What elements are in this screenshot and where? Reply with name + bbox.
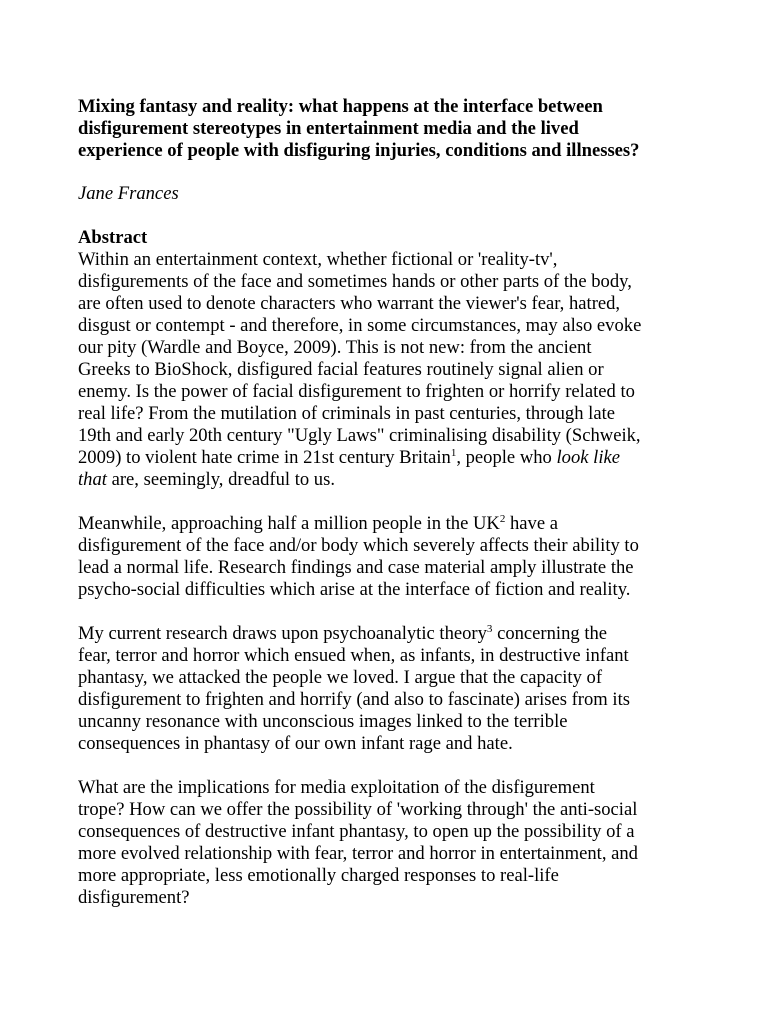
text-line: our pity (Wardle and Boyce, 2009). This is not new: from the ancient	[78, 337, 592, 358]
italic-text: that	[78, 469, 107, 490]
text-line	[78, 623, 698, 645]
author-name: Jane Frances	[78, 183, 179, 204]
text-line: more evolved relationship with fear, terror and horror in entertainment, and	[78, 843, 638, 864]
abstract-paragraph-1	[78, 249, 698, 491]
text-segment: My current research draws upon psychoanalytic theory	[78, 623, 487, 644]
paper-title	[78, 96, 698, 162]
text-segment: , people who	[456, 447, 557, 468]
text-segment: have a	[505, 513, 559, 534]
title-line: experience of people with disfiguring injuries, conditions and illnesses?	[78, 140, 640, 161]
text-line: more appropriate, less emotionally charged responses to real-life	[78, 865, 559, 886]
text-line: disfigurement to frighten and horrify (and also to fascinate) arises from its	[78, 689, 630, 710]
abstract-paragraph-3	[78, 623, 698, 755]
italic-text: look like	[556, 447, 621, 468]
text-line: 19th and early 20th century "Ugly Laws" criminalising disability (Schweik,	[78, 425, 641, 446]
text-line: fear, terror and horror which ensued when, as infants, in destructive infant	[78, 645, 629, 666]
text-line: are often used to denote characters who warrant the viewer's fear, hatred,	[78, 293, 621, 314]
footnote-marker-3[interactable]: 3	[486, 623, 493, 635]
title-line: Mixing fantasy and reality: what happens at the interface between	[78, 96, 603, 117]
text-line: phantasy, we attacked the people we loved. I argue that the capacity of	[78, 667, 603, 688]
text-line	[78, 469, 698, 491]
text-segment: concerning the	[492, 623, 608, 644]
text-line: disfigurements of the face and sometimes hands or other parts of the body,	[78, 271, 632, 292]
title-line: disfigurement stereotypes in entertainment media and the lived	[78, 118, 579, 139]
text-segment: Meanwhile, approaching half a million people in the UK	[78, 513, 500, 534]
text-line: disfigurement of the face and/or body which severely affects their ability to	[78, 535, 639, 556]
text-segment: 2009) to violent hate crime in 21st century Britain	[78, 447, 451, 468]
text-line: What are the implications for media exploitation of the disfigurement	[78, 777, 595, 798]
text-line: disgust or contempt - and therefore, in some circumstances, may also evoke	[78, 315, 642, 336]
text-line: trope? How can we offer the possibility of 'working through' the anti-social	[78, 799, 638, 820]
text-line: lead a normal life. Research findings and case material amply illustrate the	[78, 557, 634, 578]
text-line: psycho-social difficulties which arise at the interface of fiction and reality.	[78, 579, 631, 600]
text-line	[78, 447, 698, 469]
footnote-marker-2[interactable]: 2	[499, 513, 506, 525]
text-line: real life? From the mutilation of criminals in past centuries, through late	[78, 403, 616, 424]
abstract-paragraph-4	[78, 777, 698, 909]
text-line: Within an entertainment context, whether fictional or 'reality-tv',	[78, 249, 558, 270]
abstract-heading: Abstract	[78, 227, 148, 248]
footnote-marker-1[interactable]: 1	[450, 447, 457, 459]
text-line: consequences in phantasy of our own infant rage and hate.	[78, 733, 513, 754]
text-segment: are, seemingly, dreadful to us.	[106, 469, 335, 490]
text-line: enemy. Is the power of facial disfigurement to frighten or horrify related to	[78, 381, 635, 402]
text-line: disfigurement?	[78, 887, 190, 908]
text-line: Greeks to BioShock, disfigured facial features routinely signal alien or	[78, 359, 604, 380]
abstract-paragraph-2	[78, 513, 698, 601]
text-line	[78, 513, 698, 535]
paper-page	[78, 96, 698, 909]
text-line: consequences of destructive infant phantasy, to open up the possibility of a	[78, 821, 635, 842]
text-line: uncanny resonance with unconscious images linked to the terrible	[78, 711, 568, 732]
